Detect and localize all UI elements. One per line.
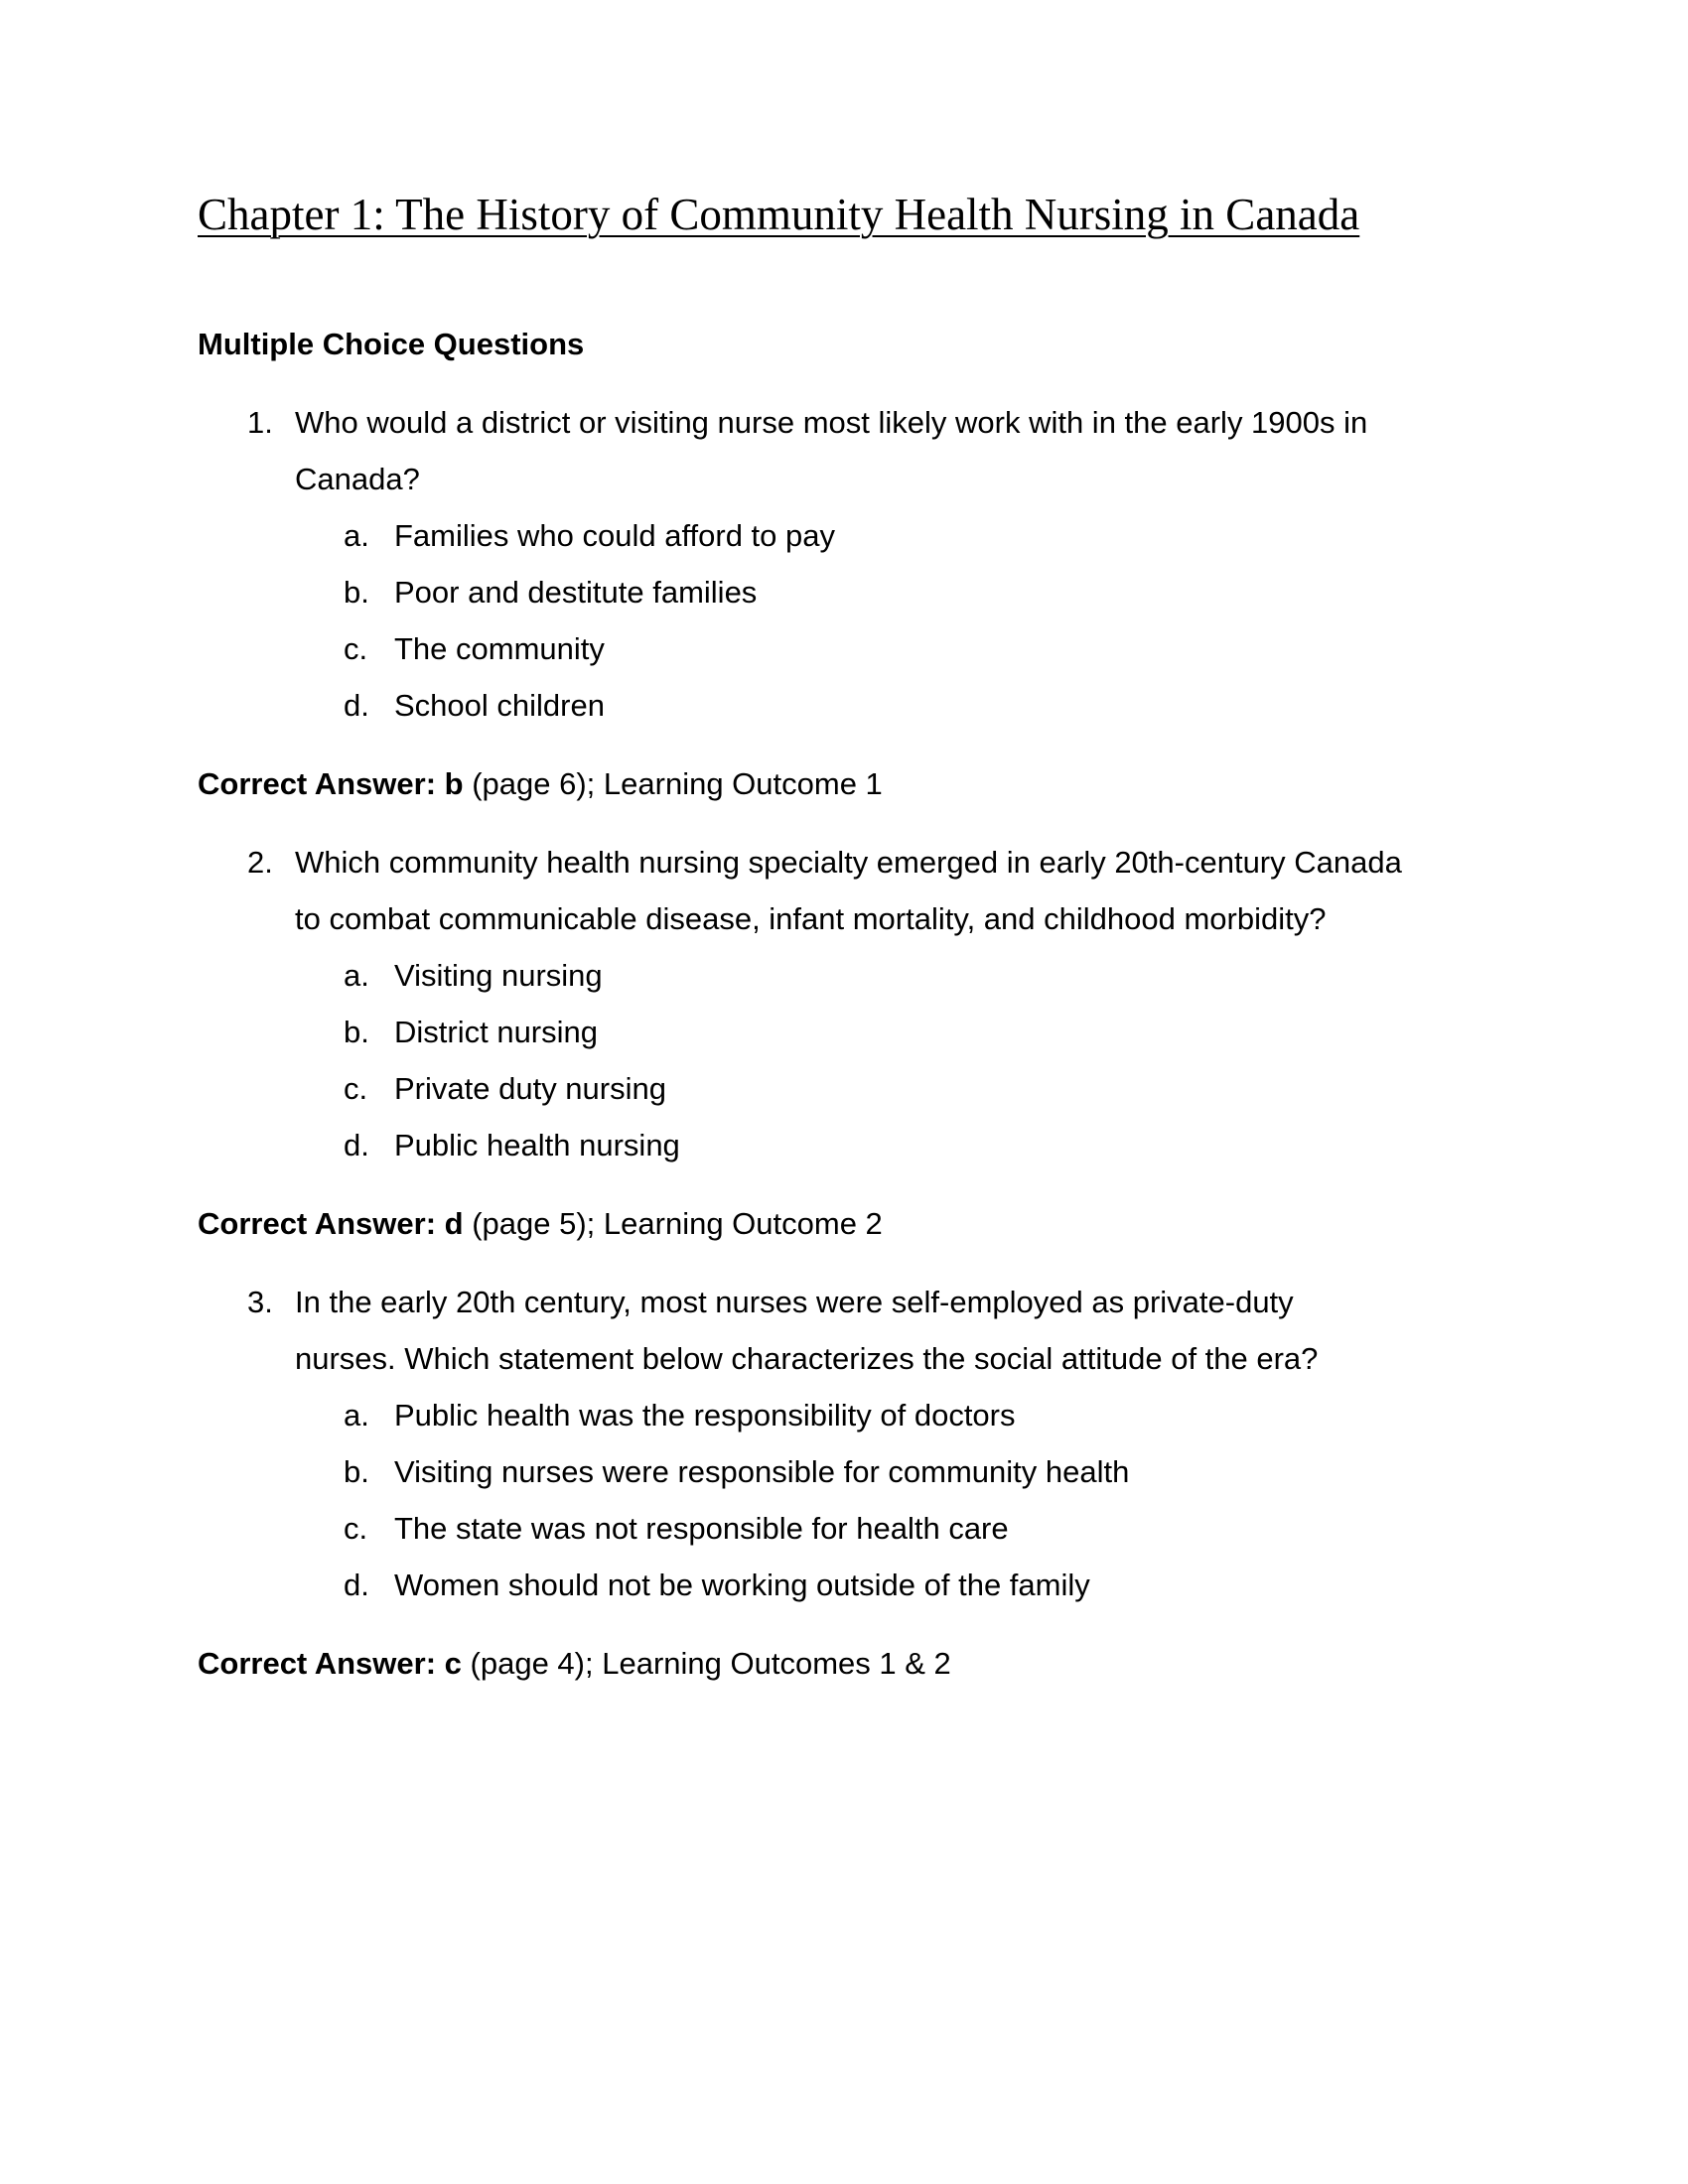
question-line (198, 451, 1518, 507)
correct-answer-detail: (page 5); Learning Outcome 2 (472, 1206, 883, 1241)
correct-answer-detail: (page 4); Learning Outcomes 1 & 2 (470, 1646, 951, 1681)
option-text: School children (394, 688, 605, 723)
correct-answer-letter: b (444, 766, 464, 801)
question-line (198, 394, 1518, 451)
answer-option (198, 1500, 1518, 1557)
option-text: The community (394, 631, 605, 666)
option-text: Visiting nurses were responsible for community health (394, 1454, 1130, 1489)
question-number: 1. (247, 405, 273, 440)
option-letter: d. (344, 1568, 369, 1602)
correct-answer-letter: c (444, 1646, 462, 1681)
question-line (198, 1274, 1518, 1330)
option-text: Poor and destitute families (394, 575, 758, 610)
document-body (198, 316, 1518, 1713)
option-text: Women should not be working outside of the family (394, 1568, 1090, 1602)
question-number: 3. (247, 1285, 273, 1319)
correct-answer-detail: (page 6); Learning Outcome 1 (472, 766, 883, 801)
correct-answer-label: Correct Answer: (198, 1206, 437, 1241)
option-text: Families who could afford to pay (394, 518, 835, 553)
question-3 (198, 1274, 1518, 1692)
option-letter: d. (344, 1128, 369, 1162)
correct-answer (198, 755, 1518, 812)
option-text: The state was not responsible for health care (394, 1511, 1009, 1546)
answer-option (198, 1557, 1518, 1613)
question-text: Which community health nursing specialty emerged in early 20th-century Canada (295, 845, 1402, 880)
question-text: In the early 20th century, most nurses were self-employed as private-duty (295, 1285, 1294, 1319)
option-letter: b. (344, 1015, 369, 1049)
question-text: Canada? (295, 462, 420, 496)
option-letter: b. (344, 575, 369, 610)
correct-answer (198, 1195, 1518, 1252)
correct-answer-label: Correct Answer: (198, 766, 437, 801)
option-letter: a. (344, 958, 369, 993)
question-line (198, 890, 1518, 947)
option-text: Visiting nursing (394, 958, 603, 993)
answer-option (198, 1387, 1518, 1443)
answer-option (198, 947, 1518, 1004)
question-2 (198, 834, 1518, 1252)
option-letter: a. (344, 518, 369, 553)
option-letter: b. (344, 1454, 369, 1489)
question-line (198, 1330, 1518, 1387)
option-letter: c. (344, 1511, 368, 1546)
answer-option (198, 1060, 1518, 1117)
option-letter: a. (344, 1398, 369, 1433)
option-text: Public health nursing (394, 1128, 680, 1162)
correct-answer-label: Correct Answer: (198, 1646, 437, 1681)
option-text: Public health was the responsibility of doctors (394, 1398, 1016, 1433)
question-1 (198, 394, 1518, 812)
answer-option (198, 564, 1518, 620)
option-letter: c. (344, 631, 368, 666)
answer-option (198, 620, 1518, 677)
answer-option (198, 677, 1518, 734)
question-line (198, 834, 1518, 890)
question-list (198, 394, 1518, 1692)
option-letter: c. (344, 1071, 368, 1106)
option-text: District nursing (394, 1015, 598, 1049)
question-text: nurses. Which statement below characterizes the social attitude of the era? (295, 1341, 1319, 1376)
question-text: to combat communicable disease, infant mortality, and childhood morbidity? (295, 901, 1327, 936)
answer-option (198, 1004, 1518, 1060)
option-letter: d. (344, 688, 369, 723)
option-text: Private duty nursing (394, 1071, 666, 1106)
question-number: 2. (247, 845, 273, 880)
chapter-title: Chapter 1: The History of Community Health Nursing in Canada (198, 190, 1360, 239)
section-heading: Multiple Choice Questions (198, 327, 585, 361)
answer-option (198, 507, 1518, 564)
question-text: Who would a district or visiting nurse most likely work with in the early 1900s in (295, 405, 1368, 440)
answer-option (198, 1443, 1518, 1500)
answer-option (198, 1117, 1518, 1173)
correct-answer-letter: d (444, 1206, 464, 1241)
correct-answer (198, 1635, 1518, 1692)
